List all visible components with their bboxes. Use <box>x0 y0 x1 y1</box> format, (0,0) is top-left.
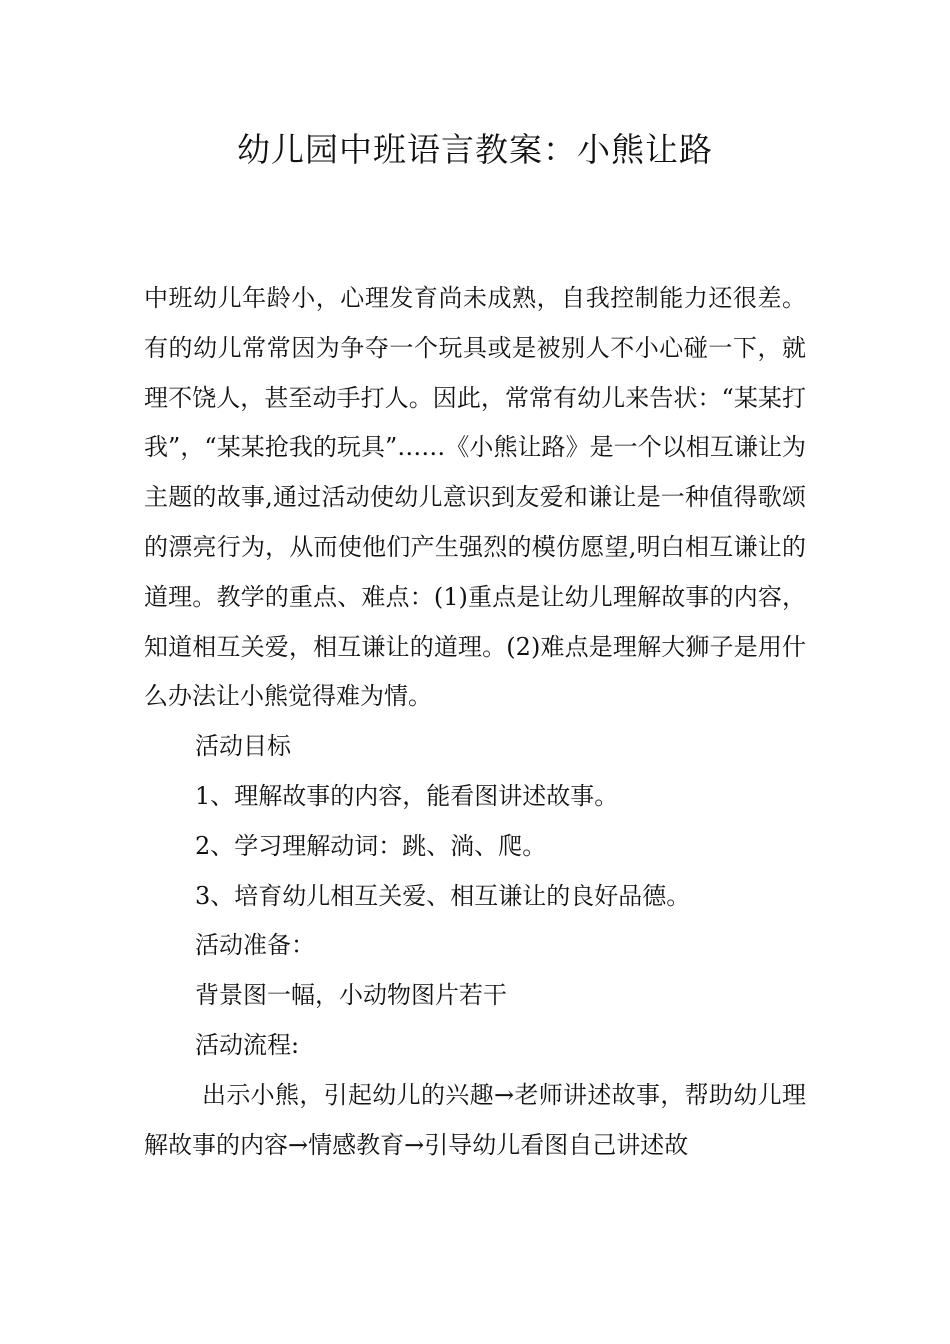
page-title: 幼儿园中班语言教案：小熊让路 <box>237 130 713 169</box>
flow-heading: 活动流程: <box>195 1030 300 1059</box>
goal-item-1: 1、理解故事的内容，能看图讲述故事。 <box>195 781 619 810</box>
prep-text: 背景图一幅，小动物图片若干 <box>195 981 507 1010</box>
goals-heading: 活动目标 <box>195 732 291 761</box>
goal-item-3: 3、培育幼儿相互关爱、相互谦让的良好品德。 <box>195 881 691 910</box>
prep-heading: 活动准备： <box>195 931 315 960</box>
intro-paragraph: 中班幼儿年龄小，心理发育尚未成熟，自我控制能力还很差。有的幼儿常常因为争夺一个玩具或是被别人不小心碰一下，就理不饶人，甚至动手打人。因此，常常有幼儿来告状：“某某打我”，“某某抢我的玩具”……《小熊让路》是一个以相互谦让为主题的故事,通过活动使幼儿意识到友爱和谦让是一种值得歌颂的漂亮行为，从而使他们产生强烈的模仿愿望,明白相互谦让的道理。教学的重点、难点：(1)重点是让幼儿理解故事的内容，知道相互关爱，相互谦让的道理。(2)难点是理解大狮子是用什么办法让小熊觉得难为情。 <box>144 284 806 711</box>
flow-paragraph: 出示小熊，引起幼儿的兴趣→老师讲述故事，帮助幼儿理解故事的内容→情感教育→引导幼儿看图自己讲述故 <box>144 1080 806 1159</box>
goal-item-2: 2、学习理解动词：跳、淌、爬。 <box>195 831 547 860</box>
document-body <box>144 274 806 1170</box>
